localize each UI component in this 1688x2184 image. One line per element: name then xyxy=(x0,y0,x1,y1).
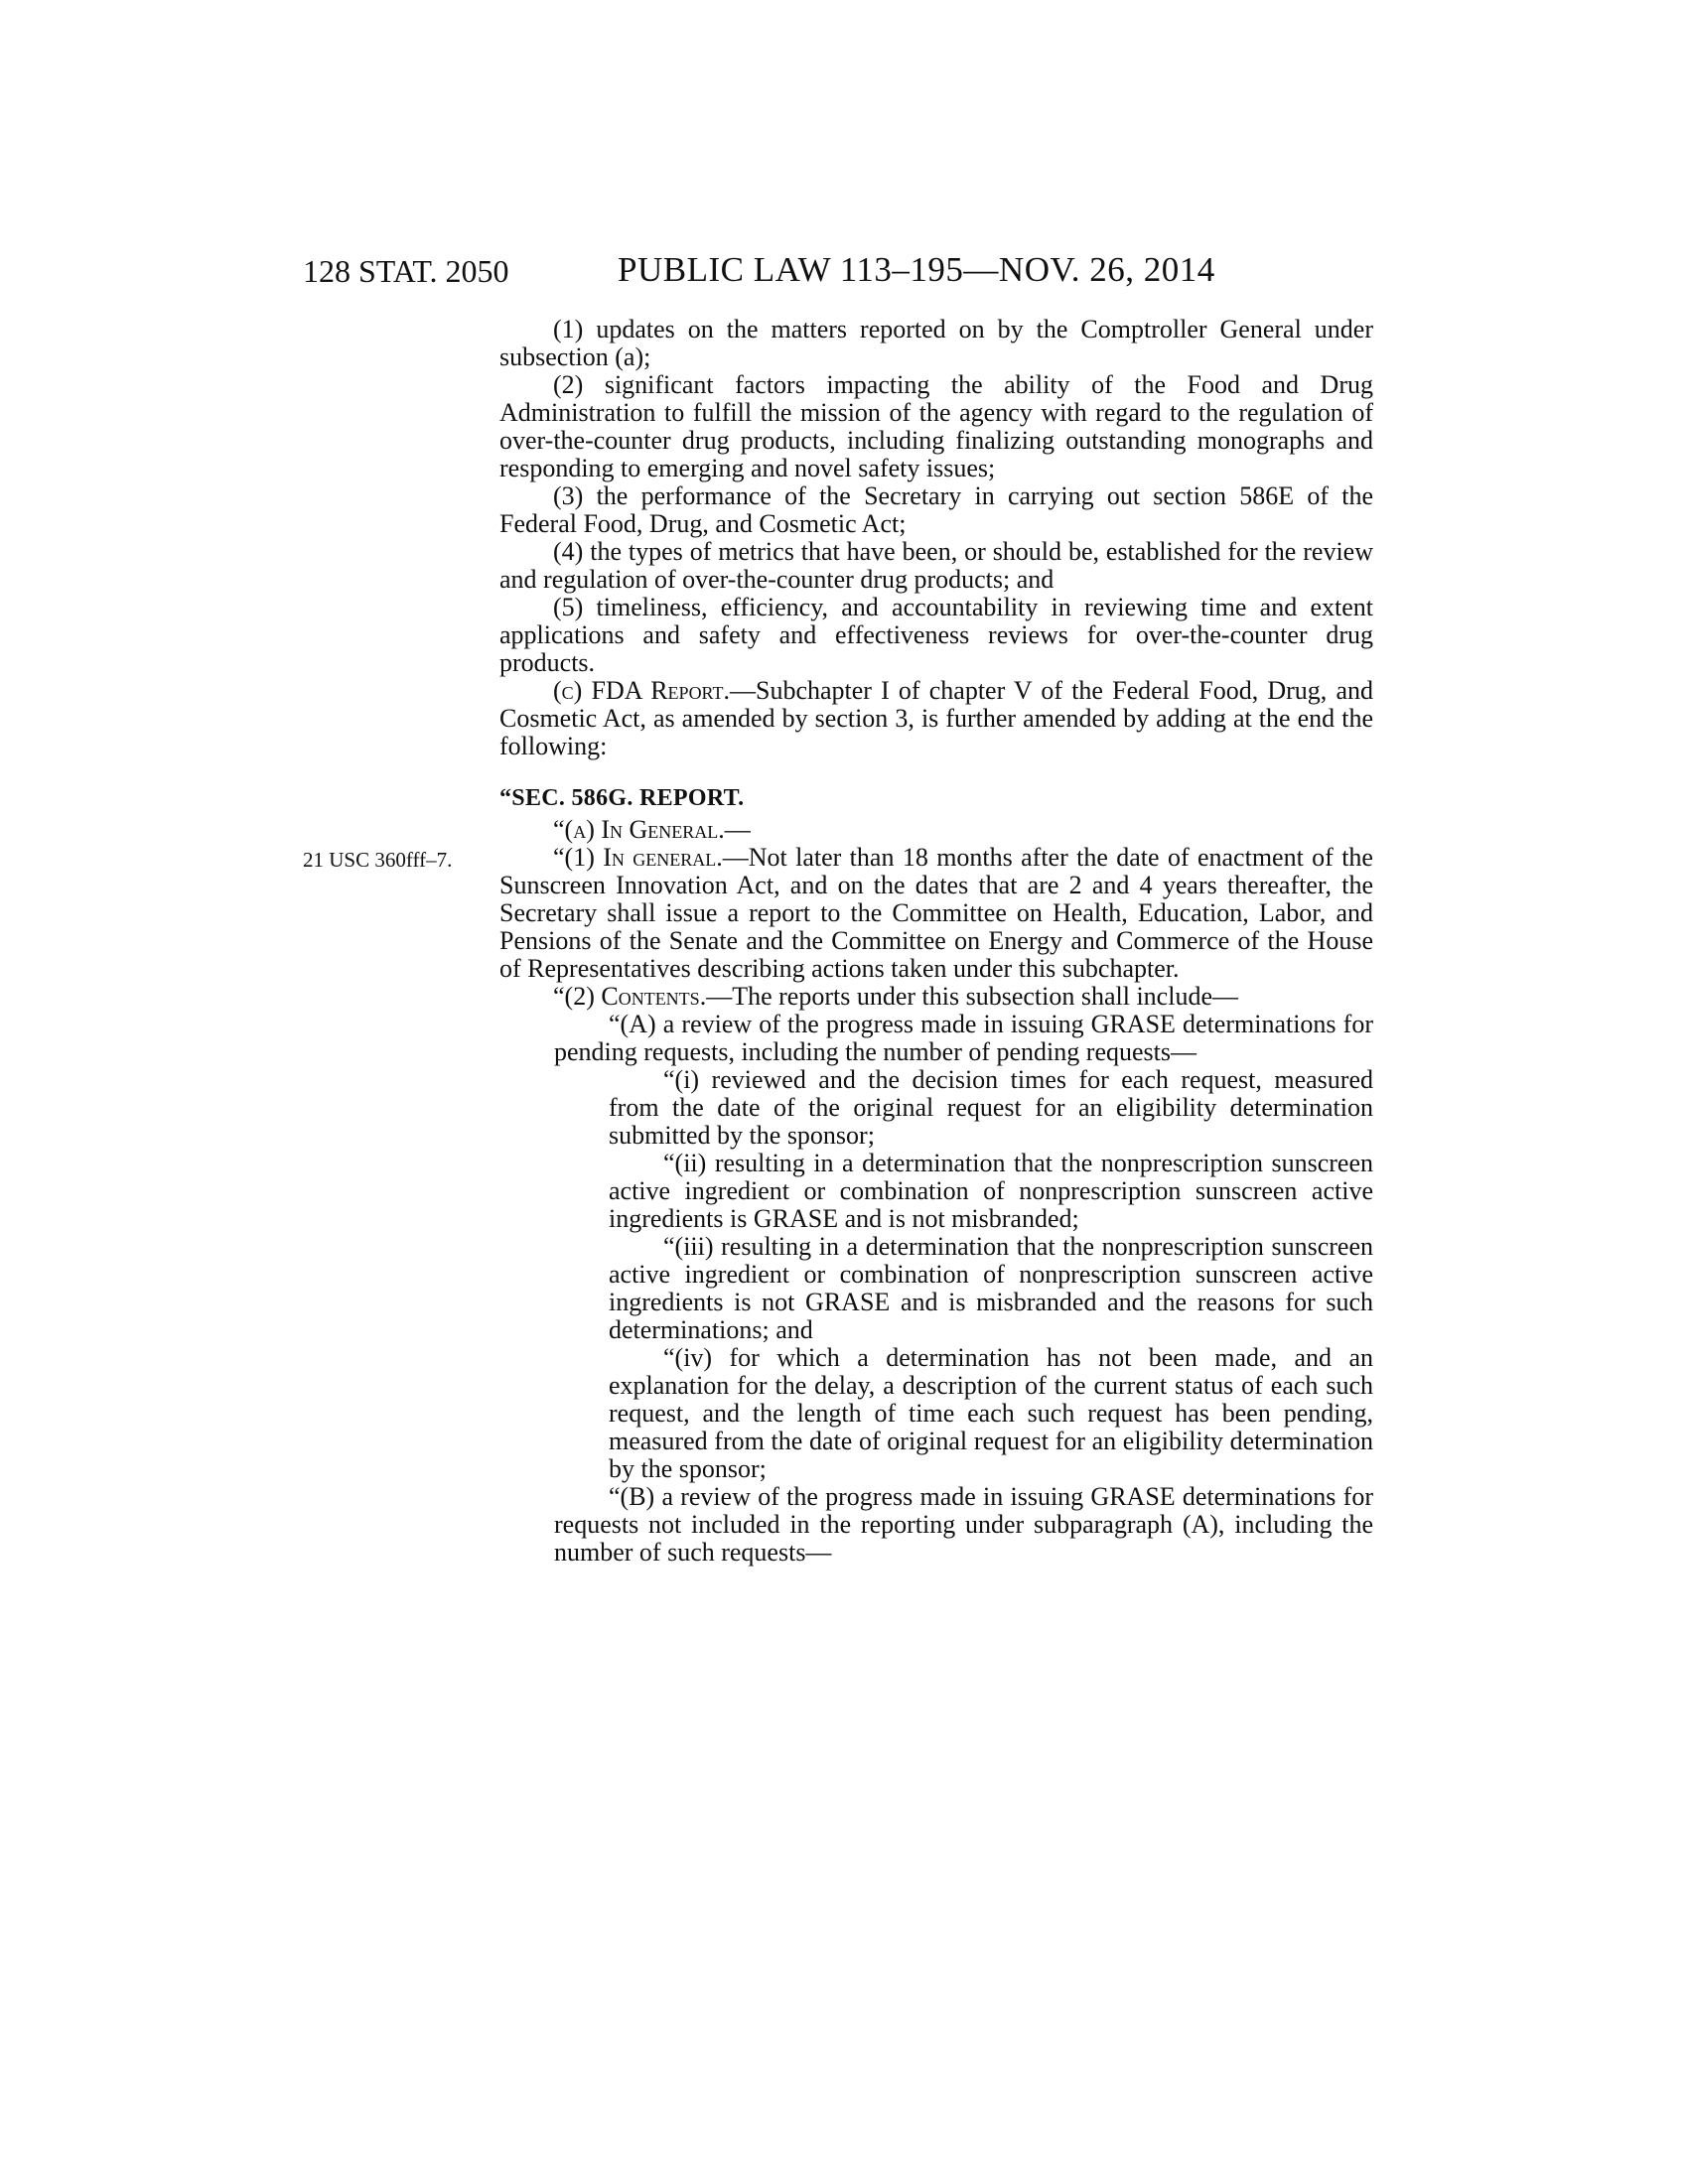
paragraph-1 xyxy=(499,844,1373,983)
body-text xyxy=(499,316,1373,1567)
clause-ii: “(ii) resulting in a determination that the nonprescription sunscreen active ingredient or combination of nonprescription sunscreen active ingredients is GRASE and is not misbranded; xyxy=(609,1149,1373,1233)
paragraph-2-label: “(2) Contents. xyxy=(553,982,707,1011)
statute-page-number: 128 STAT. 2050 xyxy=(303,253,509,289)
page-title: PUBLIC LAW 113–195—NOV. 26, 2014 xyxy=(618,250,1215,289)
subsection-a-heading: “(a) In General.— xyxy=(553,815,751,844)
list-item: (5) timeliness, efficiency, and accountability in reviewing time and extent applications and safety and effectiveness reviews for over-the-counter drug products. xyxy=(499,593,1373,677)
fda-report-text: —Subchapter I of chapter V of the Federal Food, Drug, and Cosmetic Act, as amended by section 3, is further amended by adding at the end the following: xyxy=(499,676,1373,760)
clause-iv: “(iv) for which a determination has not been made, and an explanation for the delay, a description of the current status of each such request, and the length of time each such request has been pending, measured from the date of original request for an eligibility determination by the sponsor; xyxy=(609,1343,1373,1483)
clause-i: “(i) reviewed and the decision times for each request, measured from the date of the original request for an eligibility determination submitted by the sponsor; xyxy=(609,1065,1373,1150)
paragraph-1-text: —Not later than 18 months after the date of enactment of the Sunscreen Innovation Act, and on the dates that are 2 and 4 years thereafter, the Secretary shall issue a report to the Committee on Health, Education, Labor, and Pensions of the Senate and the Committee on Energy and Commerce of the House of Representatives describing actions taken under this subchapter. xyxy=(499,843,1373,983)
paragraph-2 xyxy=(499,983,1373,1011)
paragraph-1-label: “(1) In general. xyxy=(553,843,723,872)
section-heading: “SEC. 586G. REPORT. xyxy=(499,785,745,811)
list-item: (3) the performance of the Secretary in carrying out section 586E of the Federal Food, Drug, and Cosmetic Act; xyxy=(499,481,1373,538)
list-item: (4) the types of metrics that have been, or should be, established for the review and regulation of over-the-counter drug products; and xyxy=(499,537,1373,594)
paragraph-2-text: —The reports under this subsection shall include— xyxy=(706,982,1238,1011)
subparagraph-A: “(A) a review of the progress made in issuing GRASE determinations for pending requests, including the number of pending requests— xyxy=(554,1010,1373,1066)
fda-report-label: (c) FDA Report. xyxy=(553,676,730,705)
clause-iii: “(iii) resulting in a determination that the nonprescription sunscreen active ingredient or combination of nonprescription sunscreen active ingredients is not GRASE and is misbranded and the reasons for such determinations; and xyxy=(609,1232,1373,1344)
margin-citation: 21 USC 360fff–7. xyxy=(303,848,453,872)
list-item: (2) significant factors impacting the ability of the Food and Drug Administration to fulfill the mission of the agency with regard to the regulation of over-the-counter drug products, including finalizing outstanding monographs and responding to emerging and novel safety issues; xyxy=(499,370,1373,482)
fda-report-paragraph xyxy=(499,677,1373,760)
list-item: (1) updates on the matters reported on by the Comptroller General under subsection (a); xyxy=(499,315,1373,371)
subparagraph-B: “(B) a review of the progress made in issuing GRASE determinations for requests not included in the reporting under subparagraph (A), including the number of such requests— xyxy=(554,1482,1373,1567)
